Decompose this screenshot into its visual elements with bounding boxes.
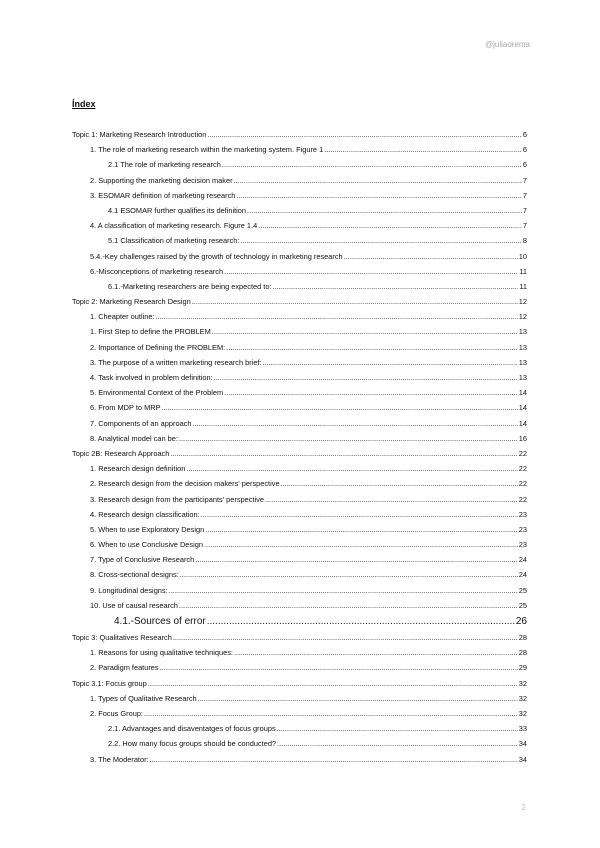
toc-entry-page: 24	[518, 570, 527, 580]
toc-entry-title: 4. Research design classification:	[90, 509, 200, 519]
toc-leader-dots	[156, 312, 518, 321]
toc-entry-title: 1. Reasons for using qualitative techniques:	[90, 648, 233, 658]
toc-entry[interactable]	[72, 755, 527, 770]
toc-entry-page: 23	[518, 524, 527, 534]
toc-entry-page: 32	[518, 693, 527, 703]
toc-entry-page: 11	[519, 266, 527, 276]
toc-leader-dots	[263, 358, 518, 367]
toc-entry-page: 32	[518, 678, 527, 688]
toc-leader-dots	[277, 724, 518, 733]
toc-entry-page: 6	[522, 145, 527, 155]
toc-entry-title: 6. When to use Conclusive Design	[90, 540, 203, 550]
toc-entry[interactable]	[72, 343, 527, 358]
toc-entry-title: 8. Analytical model can be:	[90, 433, 178, 443]
toc-entry-page: 13	[518, 373, 527, 382]
toc-entry[interactable]	[72, 388, 527, 403]
toc-entry-page: 23	[518, 540, 527, 550]
toc-entry-page: 7	[522, 190, 527, 200]
toc-entry-title: 4. Task involved in problem definition:	[90, 373, 213, 382]
toc-entry[interactable]	[72, 419, 527, 434]
toc-entry-title: 2.1 The role of marketing research	[108, 160, 221, 170]
toc-entry-title: Topic 1: Marketing Research Introduction	[72, 130, 207, 139]
toc-entry[interactable]	[72, 540, 527, 555]
toc-leader-dots	[344, 252, 518, 261]
toc-entry-page: 32	[518, 708, 527, 718]
toc-entry[interactable]	[72, 130, 527, 145]
toc-entry-title: 2. Supporting the marketing decision maker	[90, 175, 233, 185]
toc-entry-title: 2.1. Advantages and disaventatges of focus groups	[108, 724, 276, 734]
toc-entry-title: 6.-Misconceptions of marketing research	[90, 266, 224, 276]
toc-entry-page: 25	[518, 600, 527, 610]
toc-entry-title: 6.1.-Marketing researchers are being expected to:	[108, 281, 272, 291]
toc-entry-title: 1. The role of marketing research within the marketing system. Figure 1	[90, 145, 324, 155]
toc-entry-page: 28	[518, 648, 527, 658]
toc-leader-dots	[324, 145, 522, 154]
toc-entry-title: 3. The Moderator:	[90, 754, 149, 764]
toc-leader-dots	[201, 510, 518, 519]
toc-entry-title: 3. Research design from the participants' perspective	[90, 494, 264, 504]
toc-entry[interactable]	[72, 510, 527, 525]
toc-leader-dots	[236, 191, 521, 200]
toc-entry[interactable]	[72, 570, 527, 585]
toc-entry-title: 1. Research design definition	[90, 464, 186, 474]
toc-leader-dots	[204, 540, 518, 549]
toc-entry-page: 6	[522, 160, 527, 170]
toc-entry-page: 14	[518, 388, 527, 398]
toc-entry[interactable]	[72, 555, 527, 570]
toc-entry[interactable]	[72, 739, 527, 754]
toc-entry-page: 13	[518, 342, 527, 352]
toc-entry-page: 29	[518, 663, 527, 673]
toc-entry[interactable]	[72, 633, 527, 648]
toc-entry-page: 16	[518, 433, 527, 443]
toc-entry-page: 22	[518, 464, 527, 474]
toc-entry[interactable]	[72, 601, 527, 616]
toc-entry[interactable]	[72, 694, 527, 709]
toc-leader-dots	[180, 570, 518, 579]
toc-leader-dots	[148, 679, 518, 688]
toc-entry[interactable]	[72, 236, 527, 251]
toc-leader-dots	[192, 419, 517, 428]
toc-entry-page: 25	[518, 585, 527, 595]
toc-entry-page: 12	[518, 312, 527, 322]
toc-entry-page: 22	[518, 479, 527, 489]
toc-entry-title: 5.1 Classification of marketing research:	[108, 236, 240, 246]
toc-entry-title: 6. From MDP to MRP	[90, 403, 161, 413]
watermark: @juliaorema	[484, 40, 530, 49]
toc-leader-dots	[150, 755, 518, 764]
toc-leader-dots	[224, 267, 518, 276]
toc-entry-title: 2.2. How many focus groups should be conducted?	[108, 739, 277, 749]
toc-leader-dots	[234, 176, 522, 185]
toc-entry-title: 2. Research design from the decision makers' perspective	[90, 479, 280, 489]
toc-entry[interactable]	[72, 434, 527, 449]
toc-entry[interactable]	[72, 252, 527, 267]
toc-entry[interactable]	[72, 449, 527, 464]
toc-entry-title: Topic 2: Marketing Research Design	[72, 297, 191, 307]
toc-entry-page: 7	[522, 205, 527, 215]
toc-entry[interactable]	[72, 267, 527, 282]
toc-entry-title: 5. When to use Exploratory Design	[90, 524, 205, 534]
toc-entry[interactable]	[72, 176, 527, 191]
toc-entry[interactable]	[72, 495, 527, 510]
toc-entry-title: 10. Use of causal research	[90, 600, 178, 610]
toc-entry-title: 3. ESOMAR definition of marketing research	[90, 190, 236, 200]
toc-entry-page: 28	[518, 633, 527, 642]
toc-leader-dots	[170, 449, 517, 458]
toc-entry[interactable]	[72, 586, 527, 601]
toc-entry-page: 24	[518, 555, 527, 565]
toc-leader-dots	[186, 464, 517, 473]
toc-entry[interactable]	[72, 479, 527, 494]
toc-entry-title: 9. Longitudinal designs:	[90, 585, 168, 595]
toc-entry-title: 4.1.-Sources of error	[114, 616, 206, 627]
toc-entry[interactable]	[72, 373, 527, 388]
toc-leader-dots	[162, 403, 518, 412]
toc-entry[interactable]	[72, 525, 527, 540]
toc-entry-page: 7	[522, 221, 527, 231]
toc-entry-page: 22	[518, 448, 527, 458]
toc-leader-dots	[222, 160, 522, 169]
toc-entry[interactable]	[72, 358, 527, 373]
toc-entry-title: 2. Importance of Defining the PROBLEM:	[90, 342, 226, 352]
toc-entry-title: Topic 3.1: Focus group	[72, 678, 147, 688]
toc-entry-page: 13	[518, 357, 527, 367]
toc-entry-title: 8. Cross-sectional designs:	[90, 570, 179, 580]
toc-entry[interactable]	[72, 403, 527, 418]
toc-leader-dots	[240, 236, 521, 245]
toc-entry-page: 10	[518, 251, 527, 261]
toc-leader-dots	[265, 495, 518, 504]
toc-entry[interactable]	[72, 724, 527, 739]
toc-entry-page: 13	[518, 327, 527, 337]
toc-entry[interactable]	[72, 297, 527, 312]
toc-entry-title: 5. Environmental Context of the Problem	[90, 388, 224, 398]
page-title: Índex	[72, 99, 96, 109]
toc-entry[interactable]	[72, 221, 527, 236]
toc-entry[interactable]	[72, 679, 527, 694]
toc-entry[interactable]	[72, 648, 527, 663]
toc-entry-page: 6	[522, 130, 527, 139]
toc-entry-page: 22	[518, 494, 527, 504]
toc-entry[interactable]	[72, 206, 527, 221]
toc-leader-dots	[214, 373, 518, 382]
toc-entry-title: 1. Cheapter outline:	[90, 312, 155, 322]
toc-entry-page: 34	[518, 739, 527, 749]
toc-entry-page: 7	[522, 175, 527, 185]
toc-entry[interactable]	[72, 663, 527, 678]
toc-entry-title: 5.4.-Key challenges raised by the growth of technology in marketing research	[90, 251, 343, 261]
toc-leader-dots	[234, 648, 518, 657]
toc-entry-page: 34	[518, 754, 527, 764]
toc-entry[interactable]	[72, 709, 527, 724]
toc-leader-dots	[195, 555, 518, 564]
toc-entry-page: 12	[518, 297, 527, 307]
toc-entry-title: 3. The purpose of a written marketing research brief:	[90, 357, 262, 367]
toc-leader-dots	[273, 282, 519, 291]
toc-leader-dots	[277, 739, 518, 748]
toc-entry[interactable]	[72, 191, 527, 206]
toc-entry-page: 11	[519, 281, 527, 291]
toc-entry-page: 14	[518, 418, 527, 428]
toc-entry[interactable]	[72, 312, 527, 327]
toc-leader-dots	[224, 388, 518, 397]
toc-leader-dots	[198, 694, 518, 703]
toc-leader-dots	[281, 479, 518, 488]
toc-entry[interactable]	[72, 160, 527, 175]
toc-leader-dots	[144, 709, 518, 718]
toc-entry-title: Topic 3: Qualitatives Research	[72, 633, 172, 642]
toc-entry-title: Topic 2B: Research Approach	[72, 448, 170, 458]
toc-entry[interactable]	[72, 616, 527, 633]
toc-entry-title: 2. Paradigm features	[90, 663, 159, 673]
toc-entry[interactable]	[72, 282, 527, 297]
toc-leader-dots	[173, 633, 518, 642]
toc-entry-page: 14	[518, 403, 527, 413]
toc-entry-page: 33	[518, 724, 527, 734]
toc-entry-title: 1. First Step to define the PROBLEM	[90, 327, 211, 337]
toc-leader-dots	[207, 130, 522, 139]
toc-leader-dots	[212, 327, 518, 336]
toc-leader-dots	[207, 616, 515, 627]
toc-leader-dots	[192, 297, 518, 306]
toc-entry-page: 26	[515, 616, 527, 627]
toc-entry-page: 23	[518, 509, 527, 519]
toc-entry-title: 4.1 ESOMAR further qualifies its definition	[108, 205, 247, 215]
toc-entry[interactable]	[72, 464, 527, 479]
toc-leader-dots	[226, 343, 518, 352]
toc-leader-dots	[258, 221, 522, 230]
toc-entry-title: 2. Focus Group:	[90, 708, 143, 718]
table-of-contents	[72, 130, 527, 770]
toc-leader-dots	[179, 601, 518, 610]
toc-leader-dots	[169, 586, 518, 595]
toc-leader-dots	[205, 525, 518, 534]
toc-entry[interactable]	[72, 145, 527, 160]
toc-entry-page: 8	[522, 236, 527, 246]
toc-leader-dots	[160, 663, 518, 672]
page-number: 2	[521, 803, 526, 812]
toc-leader-dots	[247, 206, 522, 215]
toc-entry[interactable]	[72, 327, 527, 342]
toc-entry-title: 7. Type of Conclusive Research	[90, 555, 195, 565]
toc-entry-title: 7. Components of an approach	[90, 418, 192, 428]
toc-entry-title: 1. Types of Qualitative Research	[90, 693, 197, 703]
toc-entry-title: 4. A classification of marketing research. Figure 1.4	[90, 221, 258, 231]
toc-leader-dots	[179, 434, 518, 443]
